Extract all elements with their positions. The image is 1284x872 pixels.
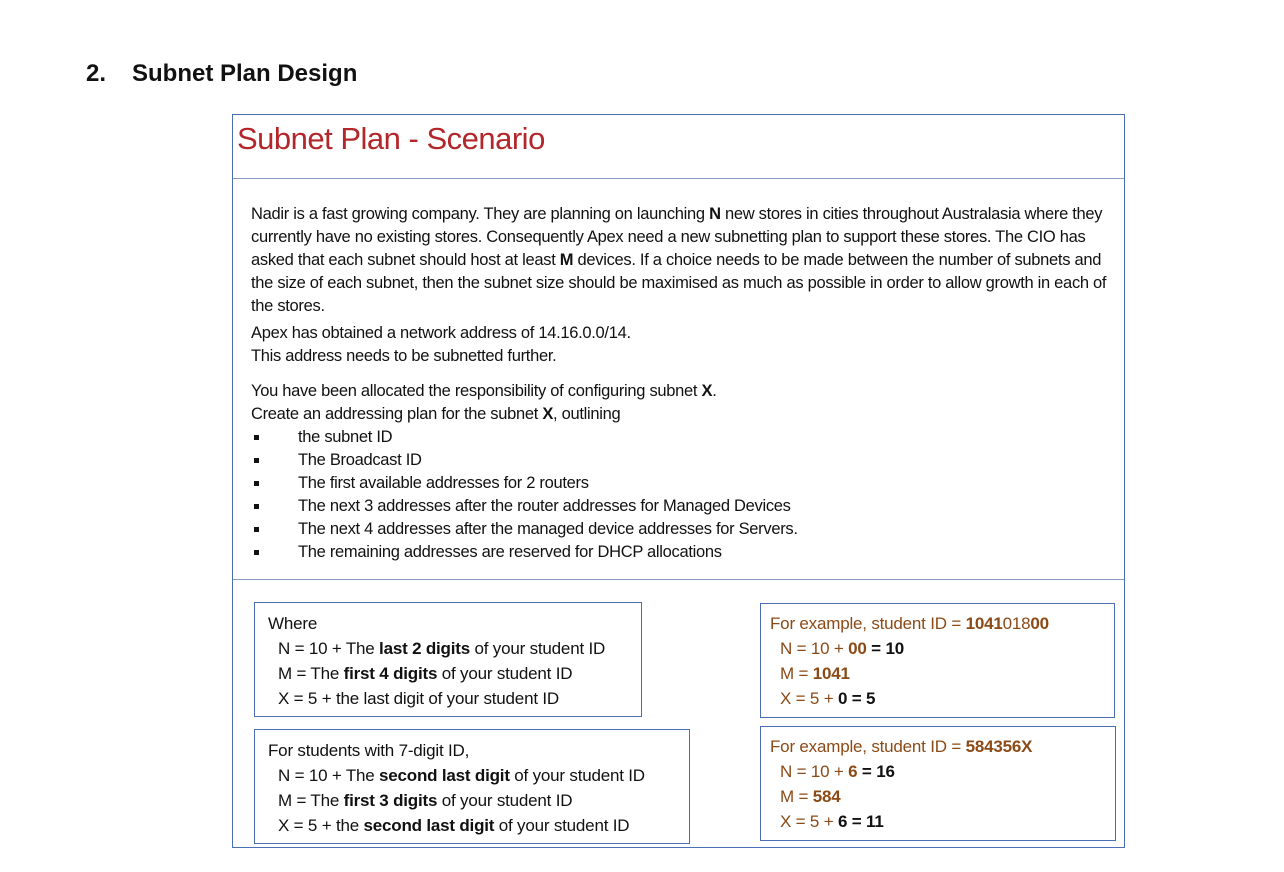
intro-paragraph: Nadir is a fast growing company. They are planning on launching N new stores in cities throughout Australasia where they currently have no existing stores. Consequently Apex need a new subnetting plan to support these stores. The CIO has asked that each subnet should host at least M devices. If a choice needs to be made between the number of subnets and the size of each subnet, then the subnet size should be maximised as much as possible in order to allow growth in each of the stores. (251, 205, 1107, 315)
subnet-further-text: This address needs to be subnetted further. (251, 347, 557, 365)
list-item: The remaining addresses are reserved for DHCP allocations (251, 541, 1111, 564)
scenario-body (251, 203, 1111, 564)
example-box-2: For example, student ID = 584356X N = 10 + 6 = 16 M = 584 X = 5 + 6 = 11 (760, 726, 1116, 841)
list-item: the subnet ID (251, 426, 1111, 449)
plan-instruction-text: Create an addressing plan for the subnet X, outlining (251, 405, 621, 423)
list-item: The first available addresses for 2 routers (251, 472, 1111, 495)
panel-title: Subnet Plan - Scenario (237, 121, 545, 156)
requirements-list (251, 426, 1111, 564)
list-item: The next 4 addresses after the managed device addresses for Servers. (251, 518, 1111, 541)
allocation-text: You have been allocated the responsibility of configuring subnet X. (251, 382, 717, 400)
network-address-text: Apex has obtained a network address of 14.16.0.0/14. (251, 324, 631, 342)
example-box-1: For example, student ID = 104101800 N = 10 + 00 = 10 M = 1041 X = 5 + 0 = 5 (760, 603, 1115, 718)
list-item: The next 3 addresses after the router addresses for Managed Devices (251, 495, 1111, 518)
list-item: The Broadcast ID (251, 449, 1111, 472)
section-heading (86, 60, 357, 88)
seven-digit-box: For students with 7-digit ID, N = 10 + The second last digit of your student ID M = The first 3 digits of your student ID X = 5 + the second last digit of your student ID (254, 729, 690, 844)
section-divider (233, 579, 1124, 580)
where-box: Where N = 10 + The last 2 digits of your student ID M = The first 4 digits of your student ID X = 5 + the last digit of your student ID (254, 602, 642, 717)
scenario-panel (232, 114, 1125, 848)
section-title: Subnet Plan Design (132, 60, 358, 87)
panel-title-bar (233, 115, 1124, 179)
section-number: 2. (86, 60, 107, 87)
